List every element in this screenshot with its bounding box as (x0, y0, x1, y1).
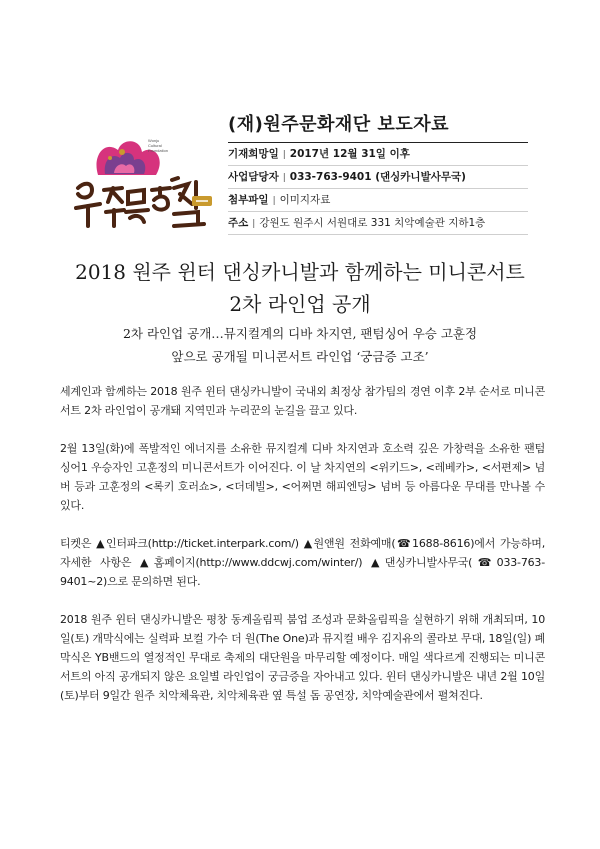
logo-tiny-line: Cultural (148, 143, 162, 148)
logo-tiny-line: Foundation (148, 148, 169, 153)
press-release-header (228, 110, 528, 235)
meta-key: 기재희망일 (228, 148, 279, 160)
logo-badge (192, 196, 212, 206)
meta-row-contact: 사업담당자 | 033-763-9401 (댄싱카니발사무국) (228, 166, 528, 189)
headline-line-1: 2018 원주 윈터 댄싱카니발과 함께하는 미니콘서트 (75, 260, 525, 284)
meta-value: 강원도 원주시 서원대로 331 치악예술관 지하1층 (259, 217, 486, 229)
subheadline-line-1: 2차 라인업 공개…뮤지컬계의 디바 차지연, 팬텀싱어 우승 고훈정 (122, 326, 478, 341)
article-body (60, 382, 545, 705)
logo-tiny-line: Wonju (148, 138, 160, 143)
meta-row-address: 주소 | 강원도 원주시 서원대로 331 치악예술관 지하1층 (228, 212, 528, 235)
press-release-title: (재)원주문화재단 보도자료 (228, 114, 449, 135)
body-paragraph: 세계인과 함께하는 2018 원주 윈터 댄싱카니발이 국내외 최정상 참가팀의 경연 이후 2부 순서로 미니콘서트 2차 라인업이 공개돼 지역민과 누리꾼의 눈길을 끌고 있다. (60, 385, 545, 417)
meta-row-attachment: 첨부파일 | 이미지자료 (228, 189, 528, 212)
body-paragraph: 티켓은 ▲인터파크(http://ticket.interpark.com/) ▲원앤원 전화예매(☎1688-8616)에서 가능하며, 자세한 사항은 ▲홈페이지(http://www.ddcwj.com/winter/) ▲댄싱카니발사무국(☎033-763-9401~2)으로 문의하면 된다. (60, 537, 545, 588)
meta-value: 033-763-9401 (댄싱카니발사무국) (289, 171, 466, 183)
body-paragraph: 2018 원주 윈터 댄싱카니발은 평창 동계올림픽 붐업 조성과 문화올림픽을 실현하기 위해 개최되며, 10일(토) 개막식에는 실력파 보컬 가수 더 원(The One)과 뮤지컬 배우 김지유의 콜라보 무대, 18일(일) 폐막식은 YB밴드의 열정적인 무대로 축제의 대단원을 마무리할 예정이다. 매일 색다르게 진행되는 미니콘서트의 아직 공개되지 않은 요일별 라인업이 궁금증을 자아내고 있다. 윈터 댄싱카니발은 내년 2월 10일(토)부터 9일간 원주 치악체육관, 치악체육관 옆 특설 돔 공연장, 치악예술관에서 펼쳐진다. (60, 613, 545, 702)
logo-calligraphy (76, 178, 204, 226)
body-paragraph: 2월 13일(화)에 폭발적인 에너지를 소유한 뮤지컬계 디바 차지연과 호소력 깊은 가창력을 소유한 팬텀싱어1 우승자인 고훈정의 미니콘서트가 이어진다. 이 날 차지연의 <위키드>, <레베카>, <서편제> 넘버 등과 고훈정의 <록키 호러쇼>, <더데빌>, <어쩌면 해피엔딩> 넘버 등 아름다운 무대를 만나볼 수 있다. (60, 442, 545, 512)
logo-graphic (70, 130, 215, 235)
meta-key: 주소 (228, 217, 249, 229)
subheadline-line-2: 앞으로 공개될 미니콘서트 라인업 ‘궁금증 고조’ (171, 349, 429, 364)
headline-line-2: 2차 라인업 공개 (229, 292, 371, 316)
wonju-cultural-foundation-logo (70, 130, 215, 235)
meta-row-release-date: 기재희망일 | 2017년 12월 31일 이후 (228, 143, 528, 166)
meta-value: 이미지자료 (279, 194, 331, 206)
meta-key: 사업담당자 (228, 171, 279, 183)
meta-value: 2017년 12월 31일 이후 (289, 148, 410, 160)
meta-key: 첨부파일 (228, 194, 269, 206)
logo-tiny-text (148, 138, 168, 153)
